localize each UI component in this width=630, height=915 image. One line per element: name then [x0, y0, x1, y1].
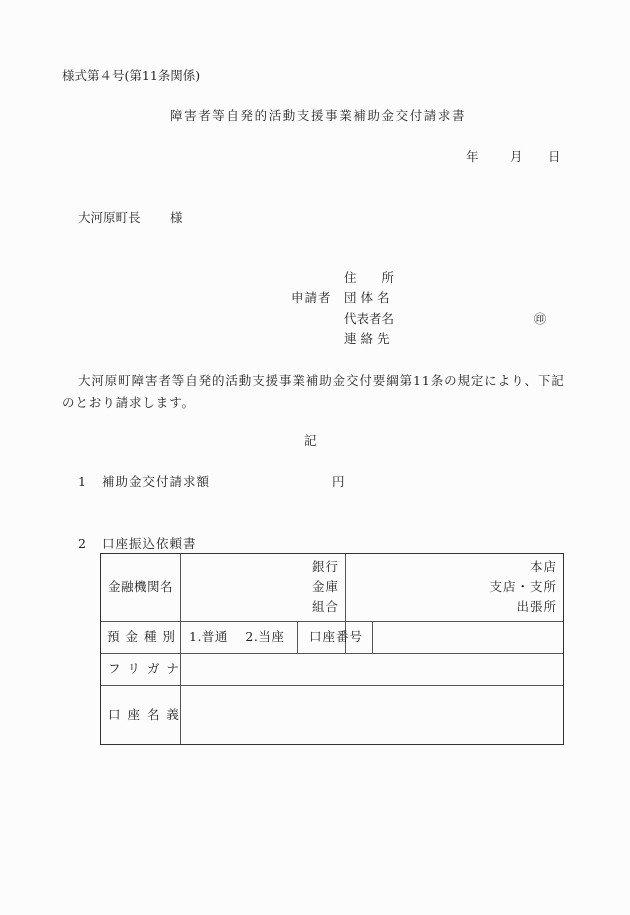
request-amount-unit: 円	[332, 474, 345, 489]
furigana-label: フ リ ガ ナ	[108, 661, 181, 676]
table-divider	[101, 621, 563, 622]
table-divider	[297, 621, 298, 653]
bank-account-table	[100, 553, 564, 745]
applicant-address-field[interactable]: 住 所	[344, 270, 395, 285]
institution-type-bank: 銀行	[311, 559, 339, 574]
addressee-name: 大河原町長	[78, 210, 141, 225]
document-title: 障害者等自発的活動支援事業補助金交付請求書	[170, 108, 467, 123]
institution-name-label: 金融機関名	[108, 579, 174, 594]
branch-type-sub: 出張所	[516, 599, 557, 614]
applicant-contact-field[interactable]: 連 絡 先	[344, 331, 390, 346]
date-year-field[interactable]: 年	[466, 149, 479, 164]
deposit-type-label: 預 金 種 別	[107, 629, 176, 644]
bank-transfer-label: 口座振込依頼書	[102, 536, 197, 551]
deposit-type-options[interactable]: 1.普通 2.当座	[189, 629, 285, 644]
date-day-field[interactable]: 日	[548, 149, 561, 164]
account-name-field[interactable]	[189, 709, 554, 723]
institution-type-shinkin: 金庫	[311, 579, 339, 594]
item-number: 2	[78, 536, 86, 551]
account-number-field[interactable]	[381, 631, 556, 645]
branch-type-main: 本店	[529, 559, 557, 574]
request-amount-label: 補助金交付請求額	[102, 474, 211, 489]
account-number-label: 口座番号	[309, 629, 364, 644]
addressee-honorific: 様	[170, 210, 183, 225]
date-month-field[interactable]: 月	[510, 149, 523, 164]
applicant-group-name-field[interactable]: 団 体 名	[344, 290, 390, 305]
applicant-label: 申請者	[291, 290, 332, 305]
table-divider	[372, 621, 373, 653]
form-number-label: 様式第４号(第11条関係)	[62, 68, 201, 83]
institution-type-kumiai: 組合	[311, 599, 339, 614]
ki-heading: 記	[304, 433, 317, 448]
applicant-representative-field[interactable]: 代表者名	[344, 311, 395, 326]
furigana-field[interactable]	[189, 663, 554, 677]
table-divider	[101, 653, 563, 654]
branch-type-branch: 支店・支所	[489, 579, 557, 594]
table-divider	[101, 685, 563, 686]
body-text-line-2: のとおり請求します。	[62, 395, 196, 410]
item-number: 1	[78, 474, 86, 489]
account-name-label: 口 座 名 義	[108, 707, 181, 722]
body-text-line-1: 大河原町障害者等自発的活動支援事業補助金交付要綱第11条の規定により、下記	[78, 373, 565, 388]
seal-icon: ㊞	[534, 312, 547, 326]
